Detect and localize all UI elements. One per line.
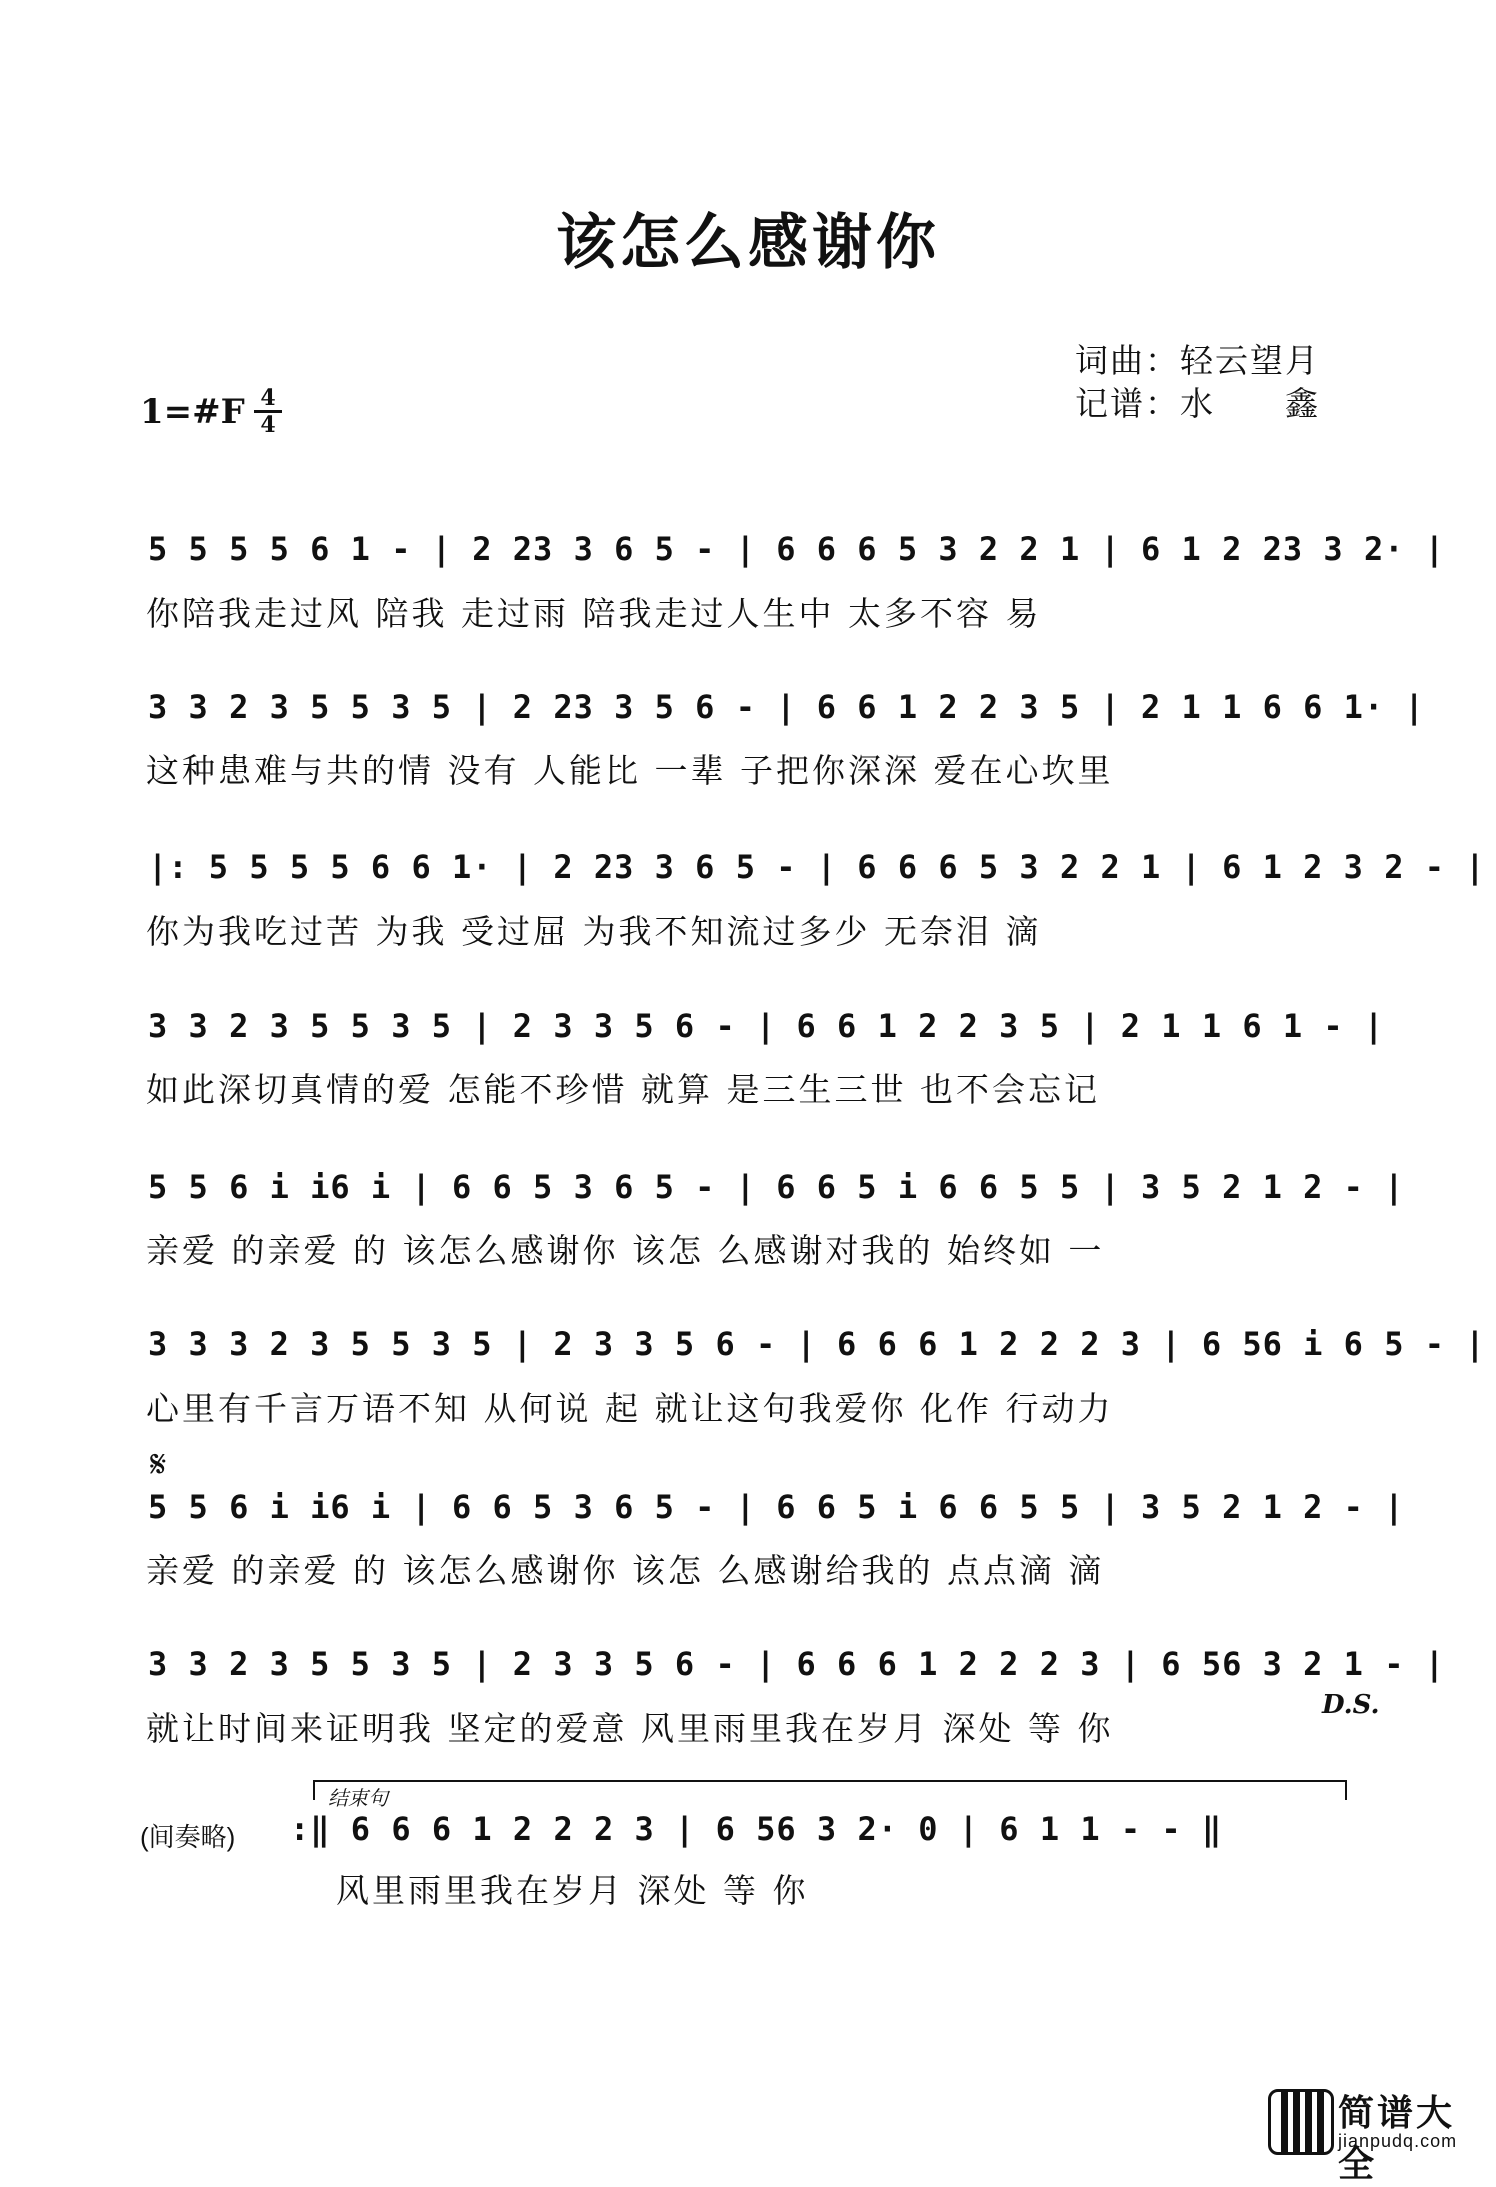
interlude-label: (间奏略) [140,1822,236,1852]
time-signature-bottom: 4 [260,412,276,438]
ds-marking: D.S. [1322,1690,1380,1720]
lyrics-line-8: 就让时间来证明我 坚定的爱意 风里雨里我在岁月 深处 等 你 [146,1709,1114,1748]
lyrics-music-credit: 词曲：轻云望月 [1075,341,1320,380]
lyrics-line-6: 心里有千言万语不知 从何说 起 就让这句我爱你 化作 行动力 [146,1389,1114,1428]
notation-line-1: 5 5 5 5 6 1 - | 2 23 3 6 5 - | 6 6 6 5 3 2 2 1 | 6 1 2 23 3 2· | [148,530,1445,568]
segno-sign: 𝄋 [150,1442,167,1486]
notation-line-2: 3 3 2 3 5 5 3 5 | 2 23 3 5 6 - | 6 6 1 2 2 3 5 | 2 1 1 6 6 1· | [148,688,1425,726]
notation-line-7: 5 5 6 i i6 i | 6 6 5 3 6 5 - | 6 6 5 i 6 6 5 5 | 3 5 2 1 2 - | [148,1488,1405,1526]
lyrics-line-5: 亲爱 的亲爱 的 该怎么感谢你 该怎 么感谢对我的 始终如 一 [146,1231,1105,1270]
coda-bracket [313,1780,1347,1800]
transcriber-credit: 记谱：水 鑫 [1075,384,1320,423]
lyrics-line-4: 如此深切真情的爱 怎能不珍惜 就算 是三生三世 也不会忘记 [146,1070,1100,1109]
coda-notation: :‖ 6 6 6 1 2 2 2 3 | 6 56 3 2· 0 | 6 1 1 - - ‖ [290,1810,1223,1848]
lyrics-line-3: 你为我吃过苦 为我 受过屈 为我不知流过多少 无奈泪 滴 [146,912,1042,951]
notation-line-3: |: 5 5 5 5 6 6 1· | 2 23 3 6 5 - | 6 6 6 5 3 2 2 1 | 6 1 2 3 2 - | [148,848,1486,886]
notation-line-5: 5 5 6 i i6 i | 6 6 5 3 6 5 - | 6 6 5 i 6 6 5 5 | 3 5 2 1 2 - | [148,1168,1405,1206]
key-signature: 1=#F [140,392,245,432]
notation-line-4: 3 3 2 3 5 5 3 5 | 2 3 3 5 6 - | 6 6 1 2 2 3 5 | 2 1 1 6 1 - | [148,1007,1385,1045]
lyrics-line-7: 亲爱 的亲爱 的 该怎么感谢你 该怎 么感谢给我的 点点滴 滴 [146,1551,1105,1590]
piano-keys-icon [1268,2089,1334,2155]
notation-line-6: 3 3 3 2 3 5 5 3 5 | 2 3 3 5 6 - | 6 6 6 1 2 2 2 3 | 6 56 i 6 5 - | [148,1325,1486,1363]
page-title: 该怎么感谢你 [556,208,940,278]
watermark-url: jianpudq.com [1338,2131,1458,2151]
coda-label: 结束句 [328,1788,388,1810]
lyrics-line-1: 你陪我走过风 陪我 走过雨 陪我走过人生中 太多不容 易 [146,594,1042,633]
notation-line-8: 3 3 2 3 5 5 3 5 | 2 3 3 5 6 - | 6 6 6 1 2 2 2 3 | 6 56 3 2 1 - | [148,1645,1445,1683]
time-signature-top: 4 [260,385,276,411]
lyrics-line-2: 这种患难与共的情 没有 人能比 一辈 子把你深深 爱在心坎里 [146,751,1114,790]
watermark-brand: 简谱大全 [1338,2093,1456,2185]
time-signature [252,386,284,437]
watermark-logo [1268,2085,1488,2185]
coda-lyrics: 风里雨里我在岁月 深处 等 你 [336,1871,809,1910]
